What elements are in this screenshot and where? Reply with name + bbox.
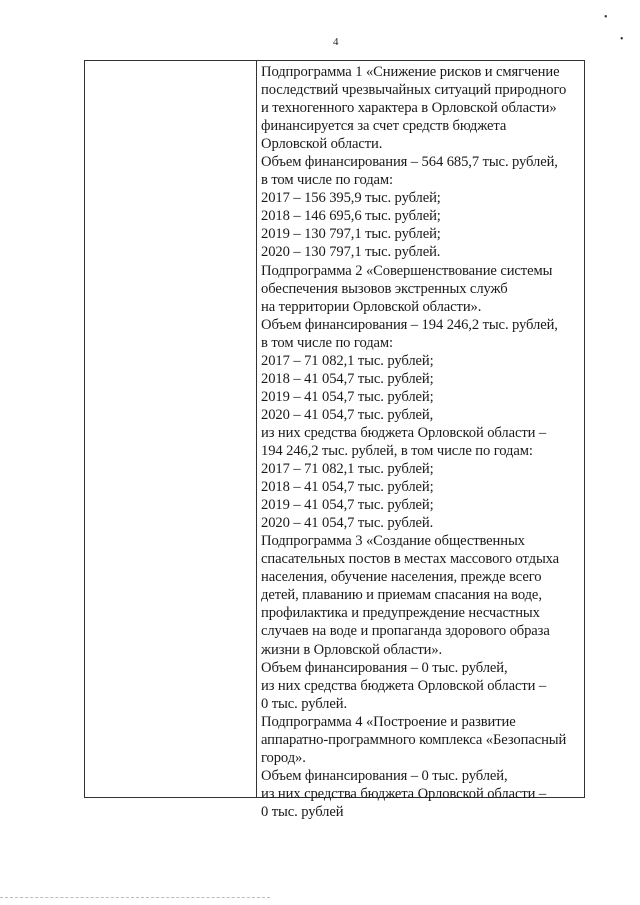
text-line: Объем финансирования – 0 тыс. рублей, (261, 659, 508, 676)
text-line: 2020 – 41 054,7 тыс. рублей. (261, 515, 434, 532)
table-left-cell (85, 61, 257, 797)
text-line: и техногенного характера в Орловской области» (261, 100, 557, 117)
text-line: аппаратно-программного комплекса «Безопасный (261, 731, 567, 748)
text-line: 2018 – 146 695,6 тыс. рублей; (261, 208, 441, 225)
text-line: Объем финансирования – 0 тыс. рублей, (261, 767, 508, 784)
text-line: 0 тыс. рублей (261, 803, 344, 820)
text-line: 2018 – 41 054,7 тыс. рублей; (261, 479, 434, 496)
page-number: 4 (333, 36, 339, 48)
scan-speck: • (604, 12, 608, 23)
text-line: на территории Орловской области». (261, 298, 482, 315)
text-line: последствий чрезвычайных ситуаций природного (261, 82, 567, 99)
text-line: 2019 – 41 054,7 тыс. рублей; (261, 497, 434, 514)
text-line: 2018 – 41 054,7 тыс. рублей; (261, 370, 434, 387)
text-line: из них средства бюджета Орловской области – (261, 677, 547, 694)
text-line: из них средства бюджета Орловской области – (261, 785, 547, 802)
text-line: случаев на воде и пропаганда здорового образа (261, 623, 550, 640)
text-line: Подпрограмма 2 «Совершенствование системы (261, 262, 553, 279)
text-line: профилактика и предупреждение несчастных (261, 605, 540, 622)
text-line: Подпрограмма 4 «Построение и развитие (261, 713, 516, 730)
text-line: населения, обучение населения, прежде всего (261, 569, 542, 586)
text-line: 2019 – 130 797,1 тыс. рублей; (261, 226, 441, 243)
footer-rule (0, 897, 270, 899)
text-line: жизни в Орловской области». (261, 641, 443, 658)
text-line: 2017 – 71 082,1 тыс. рублей; (261, 352, 434, 369)
text-line: Объем финансирования – 564 685,7 тыс. рублей, (261, 154, 558, 171)
table-right-cell (257, 61, 584, 820)
scan-speck: • (620, 34, 624, 45)
text-line: Подпрограмма 3 «Создание общественных (261, 533, 525, 550)
text-line: Орловской области. (261, 136, 383, 153)
text-line: из них средства бюджета Орловской области – (261, 424, 547, 441)
text-line: 2017 – 156 395,9 тыс. рублей; (261, 190, 441, 207)
text-line: детей, плаванию и приемам спасания на воде, (261, 587, 542, 604)
text-line: город». (261, 749, 306, 766)
text-line: обеспечения вызовов экстренных служб (261, 280, 508, 297)
text-line: финансируется за счет средств бюджета (261, 118, 507, 135)
text-line: 0 тыс. рублей. (261, 695, 347, 712)
text-line: 2017 – 71 082,1 тыс. рублей; (261, 461, 434, 478)
text-line: 2020 – 41 054,7 тыс. рублей, (261, 406, 434, 423)
text-line: спасательных постов в местах массового отдыха (261, 551, 560, 568)
text-line: Подпрограмма 1 «Снижение рисков и смягчение (261, 64, 560, 80)
text-line: 2019 – 41 054,7 тыс. рублей; (261, 388, 434, 405)
text-line: в том числе по годам: (261, 172, 394, 189)
text-line: 2020 – 130 797,1 тыс. рублей. (261, 244, 441, 261)
text-line: в том числе по годам: (261, 334, 394, 351)
text-line: 194 246,2 тыс. рублей, в том числе по годам: (261, 442, 533, 459)
financing-table (84, 60, 585, 820)
text-line: Объем финансирования – 194 246,2 тыс. рублей, (261, 316, 558, 333)
